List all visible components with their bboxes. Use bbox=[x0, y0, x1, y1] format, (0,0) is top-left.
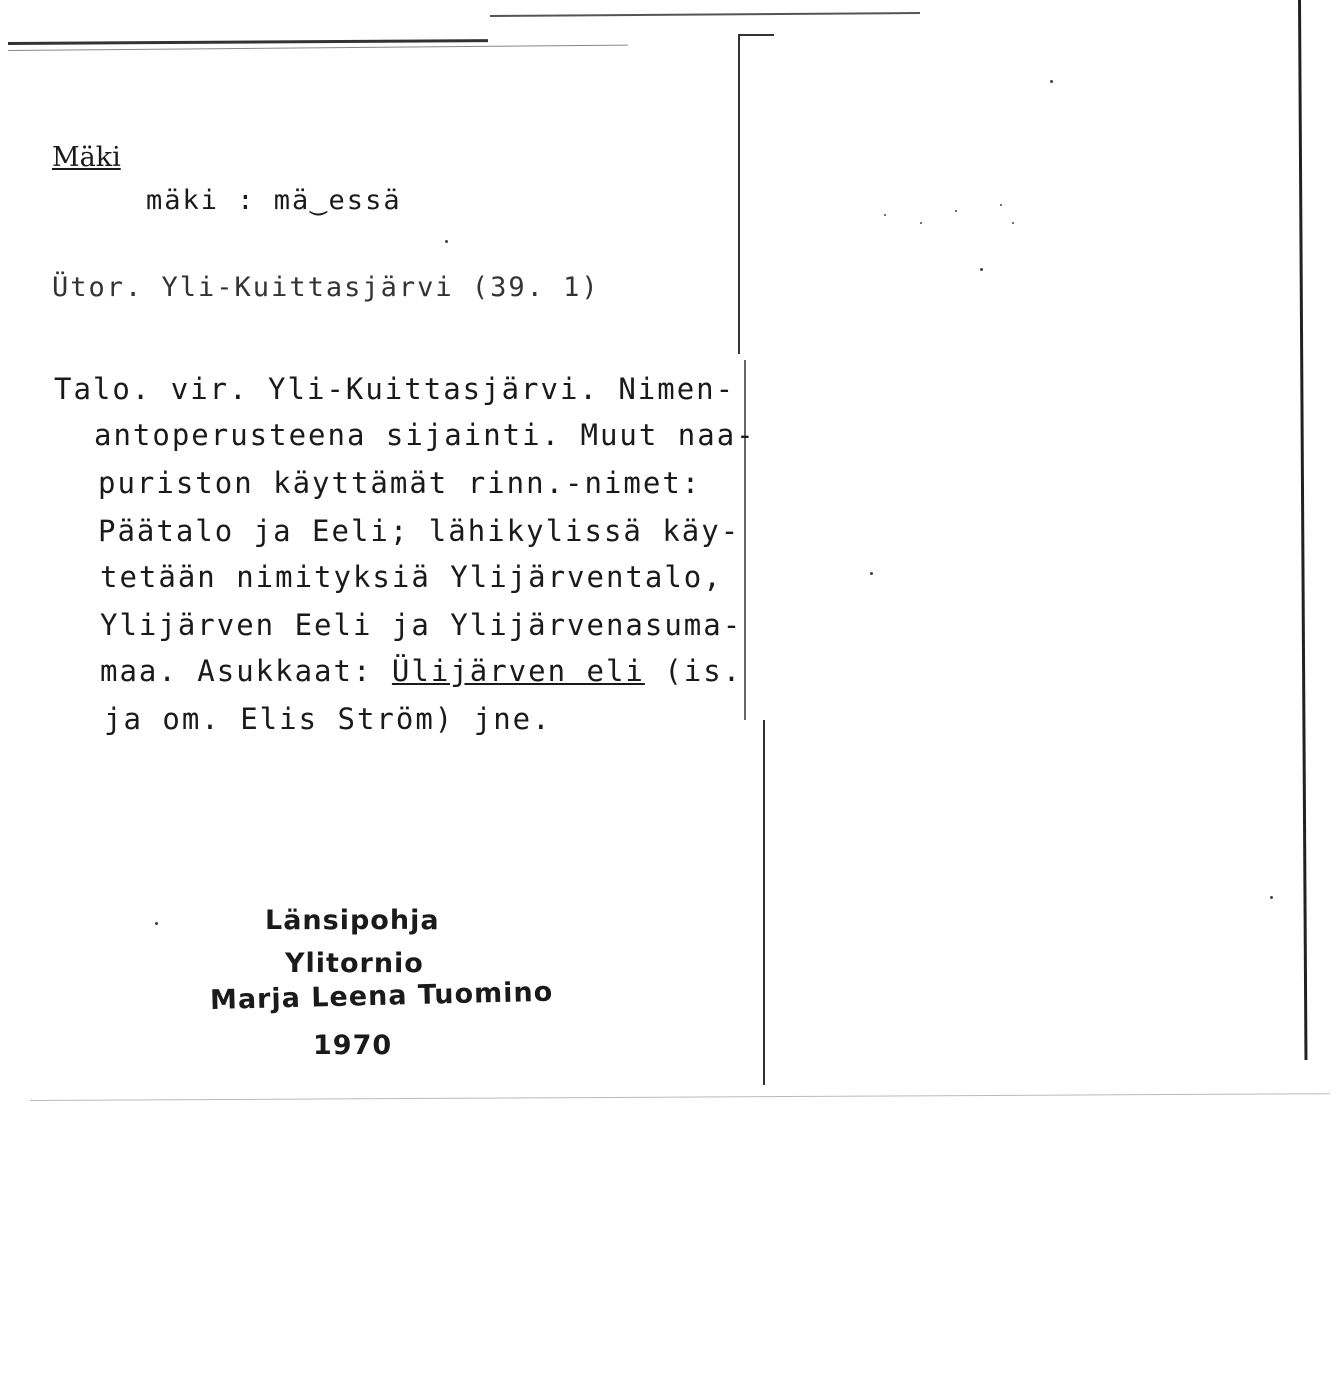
body-line-7-start: maa. Asukkaat: bbox=[100, 654, 392, 688]
body-line-1: Talo. vir. Yli-Kuittasjärvi. Nimen- bbox=[54, 372, 736, 406]
body-line-6: Ylijärven Eeli ja Ylijärvenasuma- bbox=[100, 608, 743, 642]
inhabitant-name: Ülijärven eli bbox=[391, 654, 645, 688]
card-edge-vertical-lower bbox=[763, 720, 765, 1085]
scan-speck bbox=[884, 214, 886, 216]
card-edge-top bbox=[738, 34, 774, 36]
scan-speck bbox=[870, 572, 873, 575]
stamp-year: 1970 bbox=[313, 1030, 393, 1061]
scan-speck bbox=[1270, 896, 1273, 899]
scan-speck bbox=[445, 240, 448, 243]
scan-speck bbox=[1000, 204, 1002, 206]
scan-edge-right bbox=[1298, 0, 1307, 1060]
body-line-2: antoperusteena sijainti. Muut naa- bbox=[94, 418, 756, 452]
stamp-region: Länsipohja bbox=[265, 905, 440, 936]
stamp-collector: Marja Leena Tuomino bbox=[209, 976, 554, 1016]
body-line-5: tetään nimityksiä Ylijärventalo, bbox=[100, 560, 723, 594]
scan-speck bbox=[1050, 80, 1053, 83]
body-line-7-end: (is. bbox=[644, 654, 743, 688]
body-line-4: Päätalo ja Eeli; lähikylissä käy- bbox=[98, 514, 741, 548]
inflection-forms: mäki : mä‿essä bbox=[146, 185, 402, 216]
scan-edge-top-right bbox=[490, 12, 920, 17]
scan-speck bbox=[980, 268, 983, 271]
body-line-7 bbox=[100, 654, 742, 688]
card-edge-vertical-upper bbox=[738, 34, 740, 354]
scan-edge-top-left-faint bbox=[8, 45, 628, 51]
source-location: Ütor. Yli-Kuittasjärvi (39. 1) bbox=[52, 272, 600, 303]
stamp-parish: Ylitornio bbox=[285, 948, 424, 979]
scan-speck bbox=[920, 222, 922, 224]
scan-speck bbox=[955, 210, 957, 212]
body-line-8: ja om. Elis Ström) jne. bbox=[104, 702, 552, 736]
card-edge-vertical-middle bbox=[744, 360, 746, 720]
headword: Mäki bbox=[52, 142, 121, 173]
scan-edge-top-left bbox=[8, 39, 488, 45]
body-line-3: puriston käyttämät rinn.-nimet: bbox=[98, 466, 702, 500]
scan-speck bbox=[1012, 222, 1014, 224]
scan-edge-bottom bbox=[30, 1093, 1330, 1101]
scan-speck bbox=[155, 922, 158, 925]
